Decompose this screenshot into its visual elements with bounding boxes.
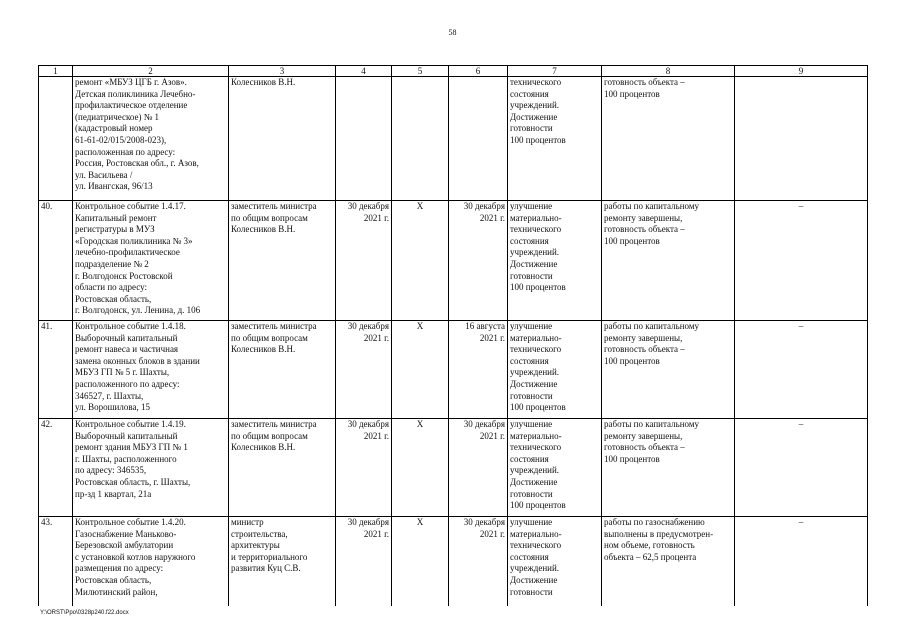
implementation-status: работы по капитальному ремонту завершены, готовность объекта – 100 процентов (602, 201, 735, 321)
header-cell: 2 (73, 66, 229, 77)
header-cell: 3 (229, 66, 336, 77)
note-cell: – (735, 419, 868, 517)
header-cell: 4 (336, 66, 392, 77)
column-5-value: Х (392, 321, 449, 419)
planned-date (336, 77, 392, 201)
planned-date: 30 декабря 2021 г. (336, 201, 392, 321)
actual-date: 30 декабря 2021 г. (449, 201, 508, 321)
note-cell: – (735, 517, 868, 607)
actual-date: 16 августа 2021 г. (449, 321, 508, 419)
header-cell: 1 (39, 66, 73, 77)
row-number: 43. (39, 517, 73, 607)
table-row (39, 321, 868, 419)
expected-result: улучшение материально- технического состояния учреждений. Достижение готовности 100 процентов (508, 419, 602, 517)
implementation-status: работы по капитальному ремонту завершены, готовность объекта – 100 процентов (602, 321, 735, 419)
header-cell: 5 (392, 66, 449, 77)
column-5-value: Х (392, 517, 449, 607)
page-bottom-margin (38, 606, 868, 640)
row-number (39, 77, 73, 201)
column-5-value: Х (392, 201, 449, 321)
responsible-person: заместитель министра по общим вопросам Колесников В.Н. (229, 419, 336, 517)
actual-date (449, 77, 508, 201)
page-number: 58 (448, 28, 457, 37)
row-number: 42. (39, 419, 73, 517)
event-description: Контрольное событие 1.4.18. Выборочный капитальный ремонт навеса и частичная замена оконных блоков в здании МБУЗ ГП № 5 г. Шахты, расположенного по адресу: 346527, г. Шахты, ул. Ворошилова, 15 (73, 321, 229, 419)
header-cell: 9 (735, 66, 868, 77)
planned-date: 30 декабря 2021 г. (336, 517, 392, 607)
planned-date: 30 декабря 2021 г. (336, 321, 392, 419)
table-row (39, 201, 868, 321)
responsible-person: заместитель министра по общим вопросам Колесников В.Н. (229, 201, 336, 321)
implementation-status: работы по газоснабжению выполнены в предусмотрен- ном объеме, готовность объекта – 62,5 процента (602, 517, 735, 607)
row-number: 40. (39, 201, 73, 321)
event-description: ремонт «МБУЗ ЦГБ г. Азов». Детская поликлиника Лечебно- профилактическое отделение (педиатрическое) № 1 (кадастровый номер 61-61-02/015/2008-023), расположенная по адресу: Россия, Ростовская обл., г. Азов, ул. Васильева / ул. Ивангская, 96/13 (73, 77, 229, 201)
expected-result: технического состояния учреждений. Достижение готовности 100 процентов (508, 77, 602, 201)
implementation-status: готовность объекта – 100 процентов (602, 77, 735, 201)
actual-date: 30 декабря 2021 г. (449, 419, 508, 517)
table-row (39, 419, 868, 517)
table-row (39, 517, 868, 607)
event-description: Контрольное событие 1.4.17. Капитальный ремонт регистратуры в МУЗ «Городская поликлиника № 3» лечебно-профилактическое подразделение № 2 г. Волгодонск Ростовской области по адресу: Ростовская область, г. Волгодонск, ул. Ленина, д. 106 (73, 201, 229, 321)
responsible-person: министр строительства, архитектуры и территориального развития Куц С.В. (229, 517, 336, 607)
event-description: Контрольное событие 1.4.20. Газоснабжение Маньково- Березовской амбулатории с установкой котлов наружного размещения по адресу: Ростовская область, Милютинский район, (73, 517, 229, 607)
actual-date: 30 декабря 2021 г. (449, 517, 508, 607)
implementation-status: работы по капитальному ремонту завершены, готовность объекта – 100 процентов (602, 419, 735, 517)
event-description: Контрольное событие 1.4.19. Выборочный капитальный ремонт здания МБУЗ ГП № 1 г. Шахты, расположенного по адресу: 346535, Ростовская область, г. Шахты, пр-зд 1 квартал, 21а (73, 419, 229, 517)
note-cell: – (735, 201, 868, 321)
table-header-row (39, 66, 868, 77)
table-row (39, 77, 868, 201)
responsible-person: Колесников В.Н. (229, 77, 336, 201)
note-cell (735, 77, 868, 201)
row-number: 41. (39, 321, 73, 419)
header-cell: 6 (449, 66, 508, 77)
note-cell: – (735, 321, 868, 419)
column-5-value: Х (392, 419, 449, 517)
responsible-person: заместитель министра по общим вопросам Колесников В.Н. (229, 321, 336, 419)
expected-result: улучшение материально- технического состояния учреждений. Достижение готовности 100 процентов (508, 321, 602, 419)
header-cell: 8 (602, 66, 735, 77)
header-cell: 7 (508, 66, 602, 77)
control-events-table (38, 65, 868, 607)
column-5-value (392, 77, 449, 201)
footer-file-path: Y:\ORST\Ppo\0328p240.f22.docx (40, 610, 129, 616)
planned-date: 30 декабря 2021 г. (336, 419, 392, 517)
expected-result: улучшение материально- технического состояния учреждений. Достижение готовности 100 процентов (508, 201, 602, 321)
expected-result: улучшение материально- технического состояния учреждений. Достижение готовности (508, 517, 602, 607)
